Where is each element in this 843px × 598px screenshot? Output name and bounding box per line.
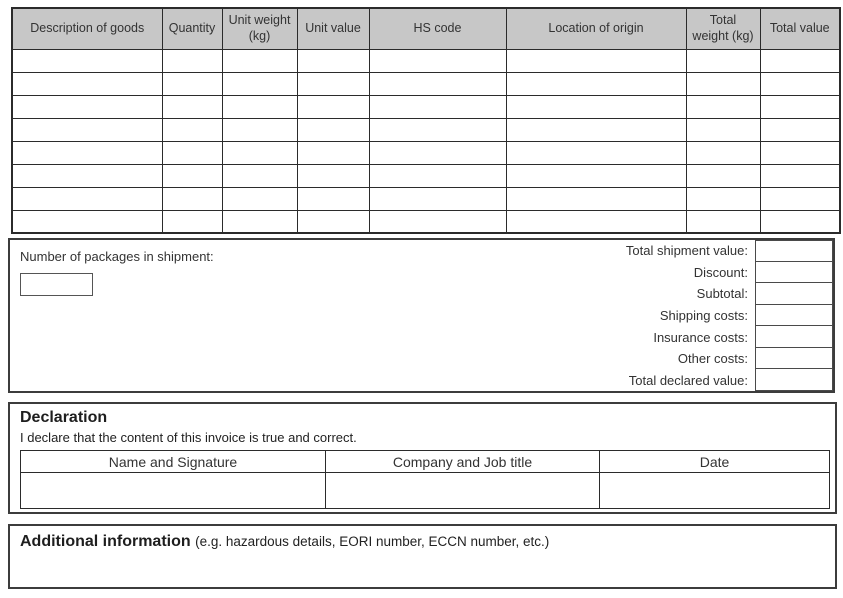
- packages-count-label: Number of packages in shipment:: [20, 249, 214, 264]
- subtotal-row: [513, 283, 833, 305]
- goods-cell[interactable]: [760, 210, 840, 233]
- additional-information-section[interactable]: [8, 524, 837, 589]
- declaration-statement: I declare that the content of this invoice is true and correct.: [20, 430, 357, 445]
- insurance-costs-field[interactable]: [755, 325, 833, 348]
- discount-label: Discount:: [693, 264, 748, 280]
- date-cell[interactable]: [600, 473, 830, 509]
- goods-cell[interactable]: [369, 118, 506, 141]
- total-shipment-value-row: [513, 240, 833, 262]
- column-header-unit-value: Unit value: [297, 8, 369, 49]
- column-header-hs-code: HS code: [369, 8, 506, 49]
- goods-cell[interactable]: [686, 118, 760, 141]
- goods-cell[interactable]: [760, 164, 840, 187]
- column-header-total-value: Total value: [760, 8, 840, 49]
- goods-cell[interactable]: [297, 141, 369, 164]
- goods-row: [12, 49, 840, 72]
- goods-cell[interactable]: [760, 95, 840, 118]
- goods-cell[interactable]: [12, 210, 162, 233]
- goods-cell[interactable]: [222, 118, 297, 141]
- goods-row: [12, 118, 840, 141]
- goods-cell[interactable]: [506, 164, 686, 187]
- name-signature-cell[interactable]: [21, 473, 326, 509]
- goods-cell[interactable]: [162, 210, 222, 233]
- goods-cell[interactable]: [222, 95, 297, 118]
- goods-cell[interactable]: [162, 141, 222, 164]
- goods-cell[interactable]: [222, 72, 297, 95]
- goods-cell[interactable]: [760, 118, 840, 141]
- shipment-summary-box: [8, 238, 835, 393]
- shipping-costs-label: Shipping costs:: [659, 308, 748, 324]
- goods-cell[interactable]: [369, 141, 506, 164]
- goods-cell[interactable]: [686, 187, 760, 210]
- goods-cell[interactable]: [12, 49, 162, 72]
- column-header-date: Date: [600, 451, 830, 473]
- goods-cell[interactable]: [506, 49, 686, 72]
- column-header-name-signature: Name and Signature: [21, 451, 326, 473]
- goods-cell[interactable]: [222, 141, 297, 164]
- column-header-description: Description of goods: [12, 8, 162, 49]
- goods-cell[interactable]: [162, 164, 222, 187]
- goods-cell[interactable]: [369, 164, 506, 187]
- shipping-costs-row: [513, 305, 833, 327]
- goods-cell[interactable]: [686, 164, 760, 187]
- goods-cell[interactable]: [12, 164, 162, 187]
- subtotal-label: Subtotal:: [696, 286, 748, 302]
- column-header-company-job-title: Company and Job title: [326, 451, 600, 473]
- goods-cell[interactable]: [369, 95, 506, 118]
- discount-field[interactable]: [755, 261, 833, 284]
- additional-information-line: [20, 533, 549, 551]
- total-declared-value-row: [513, 369, 833, 391]
- goods-cell[interactable]: [12, 72, 162, 95]
- goods-row: [12, 72, 840, 95]
- goods-table: [11, 7, 841, 234]
- goods-cell[interactable]: [686, 95, 760, 118]
- goods-row: [12, 187, 840, 210]
- packages-count-field[interactable]: [20, 273, 93, 296]
- discount-row: [513, 262, 833, 284]
- totals-block: [513, 240, 833, 391]
- company-job-title-cell[interactable]: [326, 473, 600, 509]
- additional-information-hint: (e.g. hazardous details, EORI number, ECCN number, etc.): [195, 534, 550, 549]
- goods-cell[interactable]: [297, 164, 369, 187]
- goods-row: [12, 210, 840, 233]
- additional-information-title: Additional information: [20, 533, 191, 550]
- goods-cell[interactable]: [686, 72, 760, 95]
- goods-cell[interactable]: [506, 72, 686, 95]
- declaration-entry-row: [21, 473, 830, 509]
- column-header-quantity: Quantity: [162, 8, 222, 49]
- goods-cell[interactable]: [12, 95, 162, 118]
- goods-cell[interactable]: [506, 210, 686, 233]
- column-header-origin: Location of origin: [506, 8, 686, 49]
- goods-cell[interactable]: [297, 49, 369, 72]
- declaration-table: [20, 450, 830, 509]
- goods-cell[interactable]: [506, 187, 686, 210]
- goods-cell[interactable]: [297, 187, 369, 210]
- goods-cell[interactable]: [369, 210, 506, 233]
- goods-cell[interactable]: [760, 49, 840, 72]
- insurance-costs-label: Insurance costs:: [653, 329, 748, 345]
- other-costs-field[interactable]: [755, 347, 833, 370]
- goods-cell[interactable]: [222, 49, 297, 72]
- goods-cell[interactable]: [222, 210, 297, 233]
- goods-cell[interactable]: [686, 210, 760, 233]
- goods-cell[interactable]: [162, 187, 222, 210]
- goods-cell[interactable]: [760, 141, 840, 164]
- goods-cell[interactable]: [297, 118, 369, 141]
- goods-cell[interactable]: [686, 141, 760, 164]
- declaration-section: [8, 402, 837, 514]
- goods-cell[interactable]: [369, 187, 506, 210]
- insurance-costs-row: [513, 326, 833, 348]
- subtotal-field[interactable]: [755, 282, 833, 305]
- declaration-title: Declaration: [20, 409, 108, 426]
- goods-row: [12, 141, 840, 164]
- goods-cell[interactable]: [369, 72, 506, 95]
- other-costs-label: Other costs:: [677, 351, 748, 367]
- goods-cell[interactable]: [506, 141, 686, 164]
- goods-cell[interactable]: [162, 72, 222, 95]
- goods-cell[interactable]: [686, 49, 760, 72]
- goods-row: [12, 164, 840, 187]
- goods-row: [12, 95, 840, 118]
- other-costs-row: [513, 348, 833, 370]
- goods-cell[interactable]: [12, 118, 162, 141]
- total-shipment-value-field[interactable]: [755, 240, 833, 262]
- goods-cell[interactable]: [760, 72, 840, 95]
- total-declared-value-field[interactable]: [755, 368, 833, 391]
- goods-cell[interactable]: [12, 141, 162, 164]
- goods-cell[interactable]: [222, 187, 297, 210]
- goods-cell[interactable]: [222, 164, 297, 187]
- goods-cell[interactable]: [506, 118, 686, 141]
- goods-cell[interactable]: [162, 118, 222, 141]
- goods-cell[interactable]: [506, 95, 686, 118]
- goods-cell[interactable]: [162, 49, 222, 72]
- column-header-total-weight: Total weight (kg): [686, 8, 760, 49]
- column-header-unit-weight: Unit weight (kg): [222, 8, 297, 49]
- goods-cell[interactable]: [297, 95, 369, 118]
- goods-cell[interactable]: [297, 210, 369, 233]
- goods-table-header: [12, 8, 840, 49]
- goods-cell[interactable]: [162, 95, 222, 118]
- total-declared-value-label: Total declared value:: [628, 372, 748, 388]
- goods-cell[interactable]: [760, 187, 840, 210]
- goods-cell[interactable]: [297, 72, 369, 95]
- goods-cell[interactable]: [12, 187, 162, 210]
- goods-cell[interactable]: [369, 49, 506, 72]
- shipping-costs-field[interactable]: [755, 304, 833, 327]
- total-shipment-value-label: Total shipment value:: [625, 243, 748, 259]
